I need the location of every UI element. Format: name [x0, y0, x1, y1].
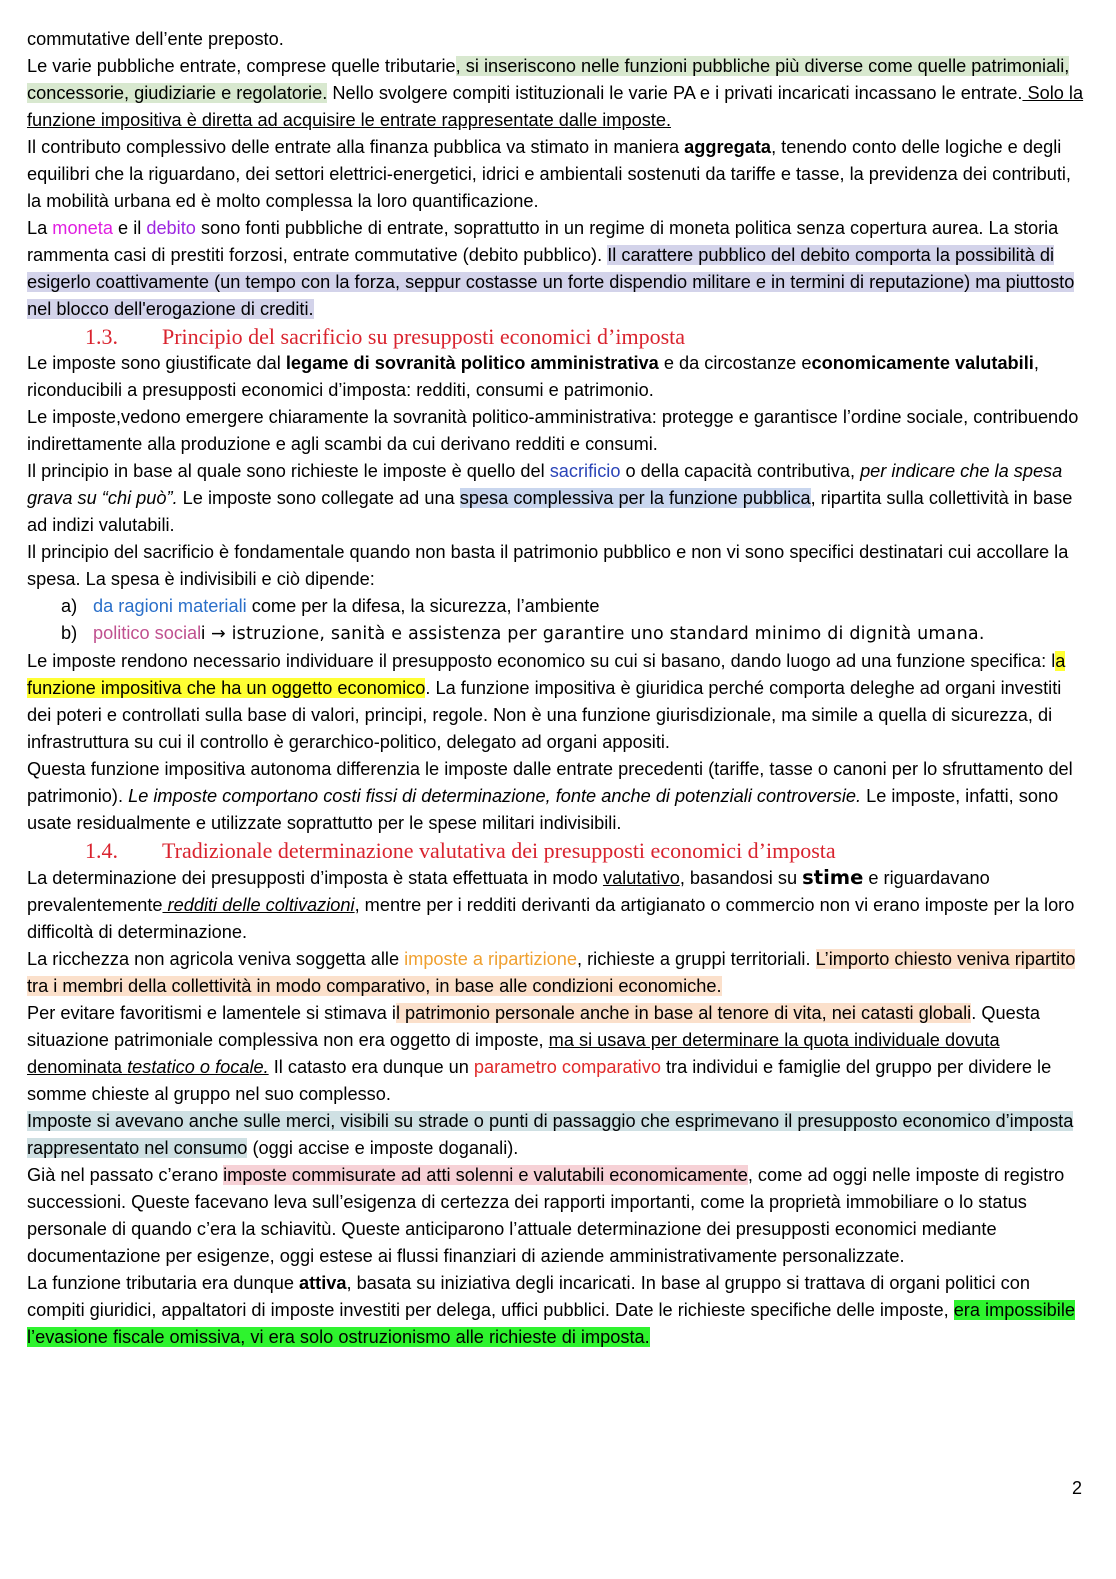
- paragraph-favoritismi: Per evitare favoritismi e lamentele si stimava il patrimonio personale anche in base al tenore di vita, nei catasti globali. Questa situazione patrimoniale complessiva non era oggetto di imposte, ma si usava per determinare la quota individuale dovuta denominata testatico o focale. Il catasto era dunque un parametro comparativo tra individui e famiglie del gruppo per dividere le somme chieste al gruppo nel suo complesso.: [27, 1003, 1052, 1104]
- paragraph-determinazione: La determinazione dei presupposti d’imposta è stata effettuata in modo valutativo, basandosi su stime e riguardavano prevalentemente redditi delle coltivazioni, mentre per i redditi derivanti da artigianato o commercio non vi erano imposte per la loro difficoltà di determinazione.: [27, 866, 1075, 942]
- paragraph-commutative: commutative dell’ente preposto.: [27, 29, 284, 49]
- highlight-green: , si inseriscono nelle funzioni pubbliche più diverse come quelle patrimoniali, concessorie, giudiziarie e regolatorie.: [27, 56, 1070, 103]
- section-heading-1-3: 1.3. Principio del sacrificio su presupposti economici d’imposta: [85, 324, 686, 349]
- list-item: b) politico sociali → istruzione, sanità e assistenza per garantire uno standard minimo di dignità umana.: [61, 623, 985, 644]
- paragraph-autonoma: Questa funzione impositiva autonoma differenzia le imposte dalle entrate precedenti (tariffe, tasse o canoni per lo sfruttamento del patrimonio). Le imposte comportano costi fissi di determinazione, fonte anche di potenziali controversie. Le imposte, infatti, sono usate residualmente e utilizzate soprattutto per le spese militari indivisibili.: [27, 759, 1073, 833]
- paragraph-ricchezza: La ricchezza non agricola veniva soggetta alle imposte a ripartizione, richieste a gruppi territoriali. L’importo chiesto veniva ripartito tra i membri della collettività in modo comparativo, in base alle condizioni economiche.: [27, 949, 1076, 996]
- highlight-peach: l patrimonio personale anche in base al tenore di vita, nei catasti globali: [395, 1003, 972, 1023]
- paragraph-atti-solenni: Già nel passato c’erano imposte commisurate ad atti solenni e valutabili economicamente, come ad oggi nelle imposte di registro successioni. Queste facevano leva sull’esigenza di certezza dei rapporti importanti, come la proprietà immobiliare o lo status personale di quando c’era la schiavitù. Queste anticiparono l’attuale determinazione dei presupposti economici mediante documentazione per esigenze, oggi estese ai flussi finanziari di aziende amministrativamente personalizzate.: [27, 1165, 1065, 1266]
- list-item: a) da ragioni materiali come per la difesa, la sicurezza, l’ambiente: [61, 596, 600, 616]
- ordered-list: [27, 593, 1089, 648]
- paragraph-presupposto: Le imposte rendono necessario individuare il presupposto economico su cui si basano, dando luogo ad una funzione specifica: la funzione impositiva che ha un oggetto economico. La funzione impositiva è giuridica perché comporta deleghe ad organi investiti dei poteri e controllati sulla base di valori, principi, regole. Non è una funzione giurisdizionale, ma simile a quella di sicurezza, di infrastruttura su cui il controllo è gerarchico-politico, delegato ad organi appositi.: [27, 651, 1066, 752]
- paragraph-giustificate: Le imposte sono giustificate dal legame di sovranità politico amministrativa e da circostanze economicamente valutabili, riconducibili a presupposti economici d’imposta: redditi, consumi e patrimonio.: [27, 353, 1039, 400]
- paragraph-sovranita: Le imposte,vedono emergere chiaramente la sovranità politico-amministrativa: protegge e garantisce l’ordine sociale, contribuendo indirettamente alla produzione e agli scambi da cui derivano redditi e consumi.: [27, 407, 1079, 454]
- paragraph-principio: Il principio del sacrificio è fondamentale quando non basta il patrimonio pubblico e non vi sono specifici destinatari cui accollare la spesa. La spesa è indivisibili e ciò dipende:: [27, 542, 1069, 589]
- paragraph-contributo: Il contributo complessivo delle entrate alla finanza pubblica va stimato in maniera aggregata, tenendo conto delle logiche e degli equilibri che la riguardano, dei settori elettrici-energetici, idrici e ambientali sostenuti da tariffe e tasse, la previdenza dei contributi, la mobilità urbana ed è molto complessa la loro quantificazione.: [27, 137, 1071, 211]
- highlight-peach: L’importo chiesto veniva ripartito tra i membri della collettività in modo comparativo, in base alle condizioni economiche.: [27, 949, 1076, 996]
- paragraph-funzione-tributaria: La funzione tributaria era dunque attiva, basata su iniziativa degli incaricati. In base al gruppo si trattava di organi politici con compiti giuridici, appaltatori di imposte investiti per delega, uffici pubblici. Date le richieste specifiche delle imposte, era impossibile l’evasione fiscale omissiva, vi era solo ostruzionismo alle richieste di imposta.: [27, 1273, 1075, 1347]
- document-page: [27, 26, 1089, 1351]
- underlined-text: Solo la funzione impositiva è diretta ad acquisire le entrate rappresentate dalle imposte.: [27, 83, 1084, 130]
- paragraph-entrate: Le varie pubbliche entrate, comprese quelle tributarie, si inseriscono nelle funzioni pubbliche più diverse come quelle patrimoniali, concessorie, giudiziarie e regolatorie. Nello svolgere compiti istituzionali le varie PA e i privati incaricati incassano le entrate. Solo la funzione impositiva è diretta ad acquisire le entrate rappresentate dalle imposte.: [27, 56, 1084, 130]
- paragraph-merci: Imposte si avevano anche sulle merci, visibili su strade o punti di passaggio che esprimevano il presupposto economico d’imposta rappresentato nel consumo (oggi accise e imposte doganali).: [27, 1111, 1074, 1158]
- highlight-lavender: Il carattere pubblico del debito comporta la possibilità di esigerlo coattivamente (un tempo con la forza, seppur costasse un forte dispendio militare e in termini di reputazione) ma piuttosto nel blocco dell'erogazione di crediti.: [27, 245, 1075, 319]
- highlight-teal: Imposte si avevano anche sulle merci, visibili su strade o punti di passaggio che esprimevano il presupposto economico d’imposta rappresentato nel consumo: [27, 1111, 1074, 1158]
- page-number: 2: [1071, 1478, 1082, 1498]
- highlight-green-bright: era impossibile l’evasione fiscale omissiva, vi era solo ostruzionismo alle richieste di imposta.: [27, 1300, 1075, 1347]
- paragraph-moneta-debito: La moneta e il debito sono fonti pubbliche di entrate, soprattutto in un regime di moneta politica senza copertura aurea. La storia rammenta casi di prestiti forzosi, entrate commutative (debito pubblico). Il carattere pubblico del debito comporta la possibilità di esigerlo coattivamente (un tempo con la forza, seppur costasse un forte dispendio militare e in termini di reputazione) ma piuttosto nel blocco dell'erogazione di crediti.: [27, 218, 1075, 319]
- paragraph-sacrificio: Il principio in base al quale sono richieste le imposte è quello del sacrificio o della capacità contributiva, per indicare che la spesa grava su “chi può”. Le imposte sono collegate ad una spesa complessiva per la funzione pubblica, ripartita sulla collettività in base ad indizi valutabili.: [27, 461, 1073, 535]
- highlight-blue: spesa complessiva per la funzione pubblica: [459, 488, 811, 508]
- highlight-pink: imposte commisurate ad atti solenni e valutabili economicamente: [223, 1165, 748, 1185]
- section-heading-1-4: 1.4. Tradizionale determinazione valutativa dei presupposti economici d’imposta: [85, 838, 836, 863]
- highlight-yellow: a funzione impositiva che ha un oggetto economico: [27, 651, 1066, 698]
